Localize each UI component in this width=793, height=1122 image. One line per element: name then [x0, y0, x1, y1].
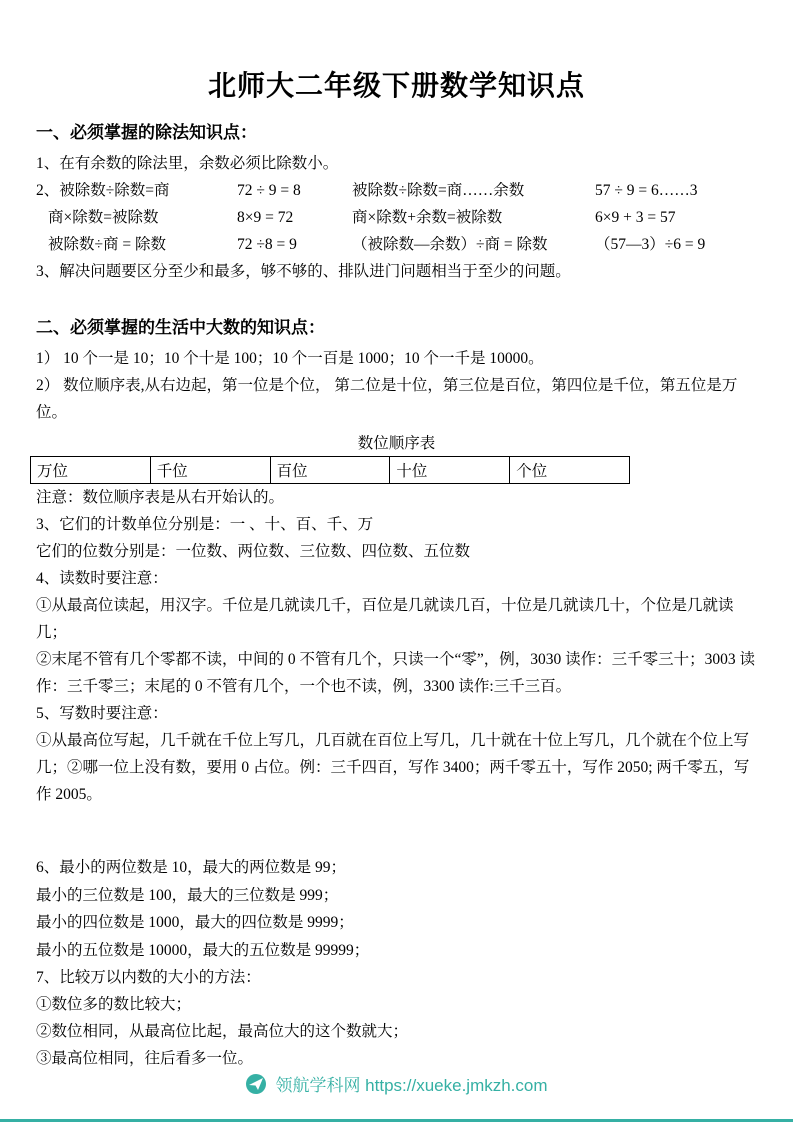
table-cell-shi: 十位: [390, 457, 510, 484]
table-cell-bai: 百位: [270, 457, 390, 484]
watermark-text: 领航学科网 https://xueke.jmkzh.com: [275, 1076, 548, 1095]
para-minmax-4digit: 最小的四位数是 1000，最大的四位数是 9999；: [36, 914, 354, 931]
para-compare-title: 7、比较万以内数的大小的方法：: [36, 969, 261, 986]
para-reading-rule-2: ②末尾不管有几个零都不读，中间的 0 不管有几个，只读一个“零”，例，3030 读作：三千零三十；3003 读作：三千零三；末尾的 0 不管有几个，一个也不读，例，3300 读作:三千三百。: [36, 651, 756, 695]
formula-cell: （被除数—余数）÷商 = 除数: [352, 236, 548, 253]
table-row: [31, 457, 630, 484]
formula-cell: 被除数÷商 = 除数: [48, 236, 166, 253]
para-problem-types: 3、解决问题要区分至少和最多，够不够的、排队进门问题相当于至少的问题。: [36, 263, 571, 280]
para-writing-rule: ①从最高位写起，几千就在千位上写几，几百就在百位上写几，几十就在十位上写几，几个就在个位上写几；②哪一位上没有数，要用 0 占位。例：三千四百，写作 3400；两千零五十，写作 2050; 两千零五，写作 2005。: [36, 732, 750, 803]
formula-cell: 57 ÷ 9 = 6……3: [595, 182, 698, 199]
formula-cell: 2、被除数÷除数=商: [36, 182, 170, 199]
site-logo-icon: [245, 1073, 267, 1095]
para-compare-rule-3: ③最高位相同，往后看多一位。: [36, 1050, 254, 1067]
watermark-footer: [0, 1071, 793, 1096]
formula-cell: 商×除数=被除数: [48, 209, 159, 226]
para-table-note: 注意：数位顺序表是从右开始认的。: [36, 489, 285, 506]
para-reading-title: 4、读数时要注意：: [36, 570, 168, 587]
division-formula-row-2: [36, 204, 757, 231]
para-digit-names: 它们的位数分别是：一位数、两位数、三位数、四位数、五位数: [36, 543, 471, 560]
para-minmax-5digit: 最小的五位数是 10000，最大的五位数是 99999；: [36, 941, 370, 959]
para-counting-tens: 1） 10 个一是 10；10 个十是 100；10 个一百是 1000；10 个一千是 10000。: [36, 350, 544, 367]
para-writing-title: 5、写数时要注意：: [36, 705, 168, 722]
formula-cell: 被除数÷除数=商……余数: [352, 182, 525, 199]
division-formula-row-1: [36, 177, 757, 204]
place-value-table-caption: 数位顺序表: [357, 435, 436, 452]
formula-cell: （57—3）÷6 = 9: [595, 236, 706, 253]
formula-cell: 商×除数+余数=被除数: [352, 209, 503, 226]
para-reading-rule-1: ①从最高位读起，用汉字。千位是几就读几千，百位是几就读几百，十位是几就读几十，个位是几就读几；: [36, 597, 734, 641]
para-counting-units: 3、它们的计数单位分别是：一 、十、百、千、万: [36, 516, 374, 533]
section2-heading: 二、必须掌握的生活中大数的知识点：: [36, 318, 325, 337]
formula-cell: 72 ÷ 9 = 8: [237, 182, 301, 199]
page-title: 北师大二年级下册数学知识点: [207, 71, 585, 102]
min-max-numbers-block: [36, 854, 757, 964]
table-cell-wan: 万位: [31, 457, 151, 484]
formula-cell: 72 ÷8 = 9: [237, 236, 297, 253]
division-formula-row-3: [36, 231, 757, 258]
para-compare-rule-2: ②数位相同，从最高位比起，最高位大的这个数就大；: [36, 1023, 409, 1040]
para-minmax-3digit: 最小的三位数是 100，最大的三位数是 999；: [36, 886, 339, 904]
table-cell-ge: 个位: [510, 457, 630, 484]
para-minmax-2digit: 6、最小的两位数是 10，最大的两位数是 99；: [36, 859, 347, 876]
para-remainder-rule: 1、在有余数的除法里，余数必须比除数小。: [36, 155, 339, 172]
para-compare-rule-1: ①数位多的数比较大；: [36, 996, 192, 1013]
formula-cell: 8×9 = 72: [237, 209, 294, 226]
section1-heading: 一、必须掌握的除法知识点：: [36, 123, 257, 142]
place-value-table: [30, 456, 630, 484]
formula-cell: 6×9 + 3 = 57: [595, 209, 676, 226]
para-place-order: 2） 数位顺序表,从右边起，第一位是个位， 第二位是十位，第三位是百位，第四位是千位，第五位是万位。: [36, 377, 738, 421]
table-cell-qian: 千位: [150, 457, 270, 484]
